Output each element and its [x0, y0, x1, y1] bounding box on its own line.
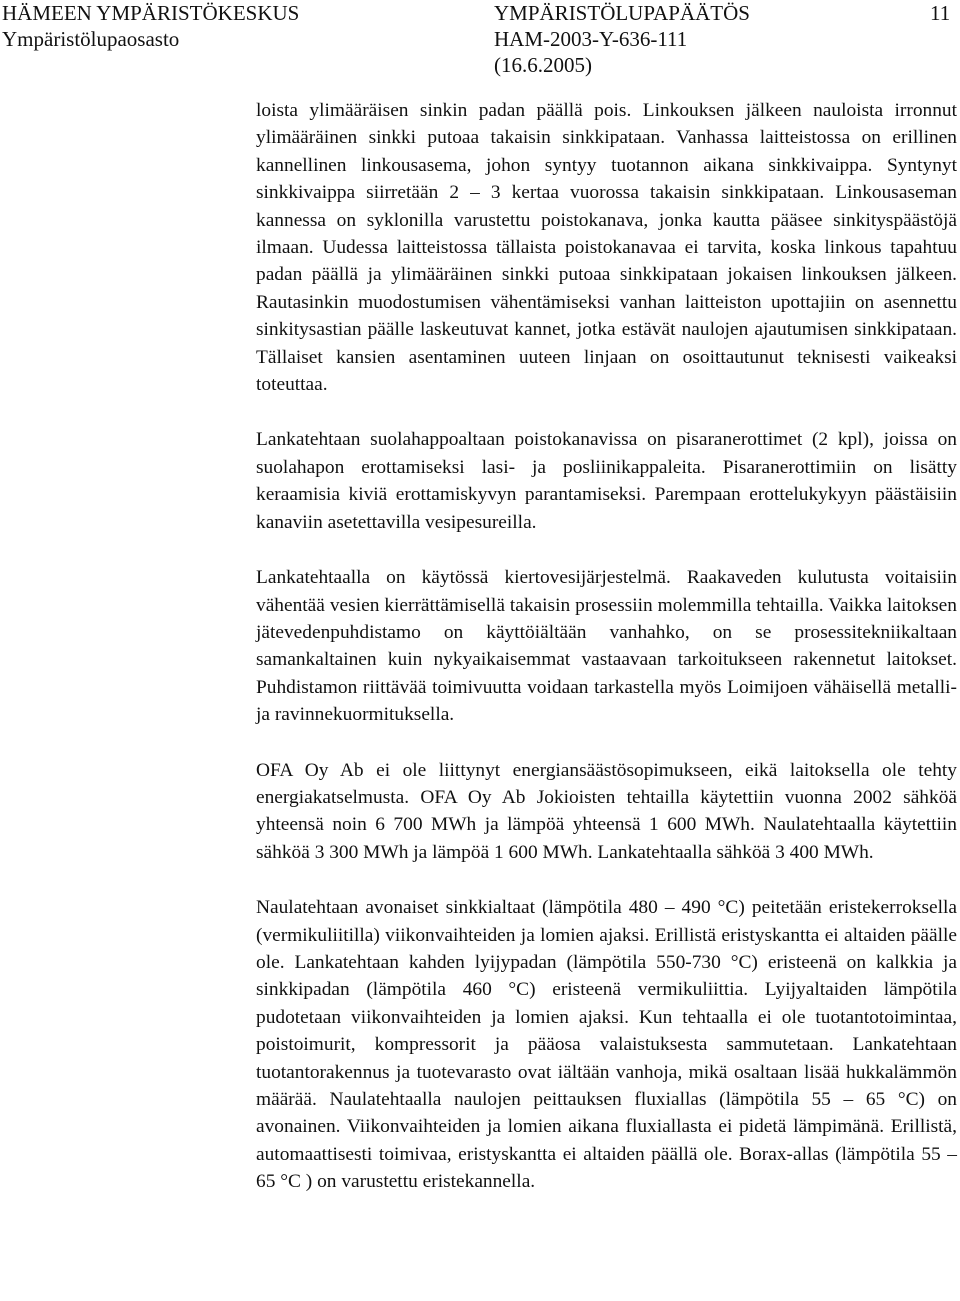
- department-name: Ympäristölupaosasto: [2, 27, 180, 51]
- paragraph-droplet-separators: Lankatehtaan suolahappoaltaan poistokanavissa on pisaranerottimet (2 kpl), joissa on suolahapon erottamiseksi lasi- ja posliinikappaleita. Pisaranerottimiin on lisätty keraamisia kiviä erottamiskyvyn parantamiseksi. Parempaan erottelukykyyn päästäisiin kanaviin asetettavilla vesipesureilla.: [256, 429, 957, 533]
- decision-number: HAM-2003-Y-636-111: [494, 27, 688, 51]
- paragraph-heat-insulation: Naulatehtaan avonaiset sinkkialtaat (lämpötila 480 – 490 °C) peitetään eristekerroksella (vermikuliitilla) viikonvaihteiden ja lomien ajaksi. Erillistä eristyskantta ei altaiden päälle ole. Lankatehtaan kahden lyijypadan (lämpötila 550-730 °C) eristeenä on kalkkia ja sinkkipadan (lämpötila 460 °C) eristeenä vermikuliittia. Lyijyaltaiden lämpötila pudotetaan viikonvaihteiden ja lomien ajaksi. Kun tehtaalla ei ole tuotantotoimintaa, poistoimurit, kompressorit ja pääosa valaistuksesta sammutetaan. Lankatehtaan tuotantorakennus ja tuotevarasto ovat iältään vanhoja, mikä osaltaan lisää hukkalämmön määrää. Naulatehtaalla naulojen peittauksen fluxiallas (lämpötila 55 – 65 °C) on avonainen. Viikonvaihteiden ja lomien aikana fluxiallasta ei pidetä lämpimänä. Erillistä, automaattisesti toimivaa, eristyskantta ei altaiden päällä ole. Borax-allas (lämpötila 55 – 65 °C ) on varustettu eristekannella.: [256, 897, 957, 1193]
- page-number: 11: [930, 1, 951, 25]
- document-type: YMPÄRISTÖLUPAPÄÄTÖS: [494, 1, 750, 25]
- paragraph-zinc-spinning: loista ylimääräisen sinkin padan päällä pois. Linkouksen jälkeen nauloista irronnut ylimääräinen sinkki putoaa takaisin sinkkipataan. Vanhassa laitteistossa on erillinen kannellinen linkousasema, johon syntyy tuotannon aikana sinkkivaippa. Syntynyt sinkkivaippa siirretään 2 – 3 kertaa vuorossa takaisin sinkkipataan. Linkousaseman kannessa on syklonilla varustettu poistokanava, jonka kautta pääsee sinkityspäästöjä ilmaan. Uudessa laitteistossa tällaista poistokanavaa ei tarvita, koska linkous tapahtuu padan päällä ja ylimääräinen sinkki putoaa sinkkipataan jokaisen linkouksen jälkeen. Rautasinkin muodostumisen vähentämiseksi vanhan laitteiston upottajiin on asennettu sinkitysastian päälle laskeutuvat kannet, jotka estävät naulojen ajautumisen sinkkipataan. Tällaiset kansien asentaminen uuteen linjaan on osoittautunut teknisesti vaikeaksi toteuttaa.: [256, 100, 957, 396]
- document-body: [256, 97, 957, 1224]
- decision-date: (16.6.2005): [494, 53, 592, 77]
- paragraph-water-circulation: Lankatehtaalla on käytössä kiertovesijärjestelmä. Raakaveden kulutusta voitaisiin vähentää vesien kierrättämisellä takaisin prosessiin molemmilla tehtailla. Vaikka laitoksen jätevedenpuhdistamo on käyttöiältään vanhahko, on se prosessitekniikaltaan samankaltainen kuin nykyaikaisemmat vastaavaan tarkoitukseen rakennetut laitokset. Puhdistamon riittävää toimivuutta voidaan tarkastella myös Loimijoen vähäisellä metalli- ja ravinnekuormituksella.: [256, 567, 957, 726]
- paragraph-energy-consumption: OFA Oy Ab ei ole liittynyt energiansäästösopimukseen, eikä laitoksella ole tehty energiakatselmusta. OFA Oy Ab Jokioisten tehtailla käytettiin vuonna 2002 sähköä yhteensä noin 6 700 MWh ja lämpöä yhteensä 1 600 MWh. Naulatehtaalla käytettiin sähköä 3 300 MWh ja lämpöä 1 600 MWh. Lankatehtaalla sähköä 3 400 MWh.: [256, 759, 957, 863]
- organization-name: HÄMEEN YMPÄRISTÖKESKUS: [2, 1, 300, 25]
- page-header: [0, 0, 960, 80]
